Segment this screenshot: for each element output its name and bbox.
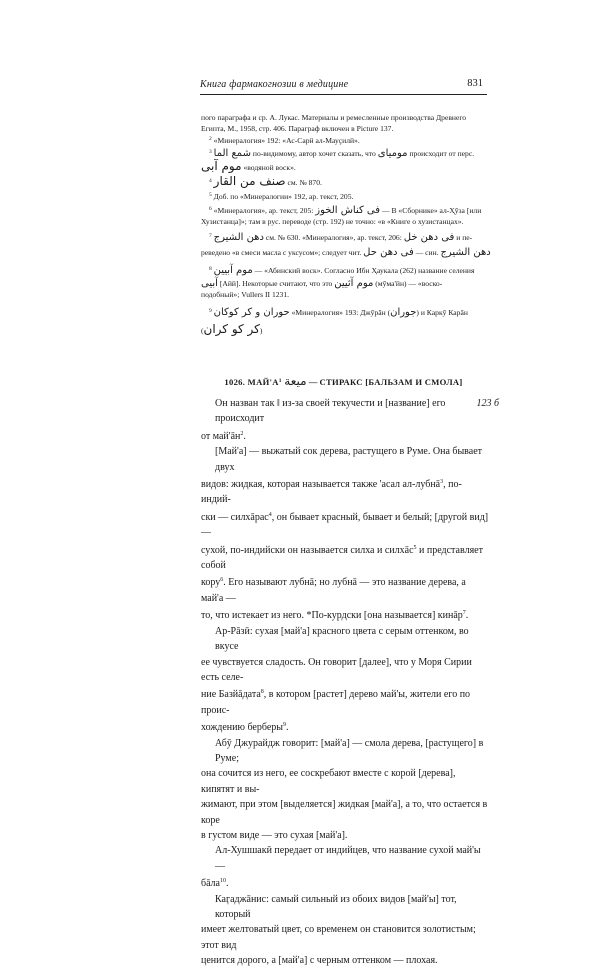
- footnote-7-cont: [201, 247, 491, 258]
- footnote-mark: 9: [209, 308, 212, 314]
- footnote-8-cont2: [201, 289, 486, 300]
- footnote-text: [Айй]. Некоторые считают, что это: [219, 279, 333, 288]
- note-ref: 2: [240, 430, 244, 437]
- running-title: Книга фармакогнозии в медицине: [200, 79, 349, 90]
- note-ref: 4: [268, 511, 272, 518]
- body-text: , он бывает красный, бывает и белый; [другой вид] —: [201, 511, 489, 539]
- article-title: — СТИРАКС [БАЛЬЗАМ И СМОЛА]: [308, 377, 463, 387]
- footnote-text: подобный»; Vullers II 1231.: [201, 290, 290, 299]
- footnote-text: — В «Сборнике» ал-Ҳӯза [или: [381, 206, 482, 215]
- arabic-term: موم آبی: [201, 159, 242, 173]
- footnote-mark: 3: [209, 149, 212, 155]
- article-body: [201, 396, 499, 969]
- arabic-term: فی دهن حل: [363, 247, 414, 258]
- note-ref: 8: [260, 689, 264, 696]
- body-line: [201, 685, 489, 718]
- footnote-9-cont: (كر كو كران): [201, 322, 263, 336]
- footnote-8: [201, 264, 486, 276]
- footnote-5: [201, 190, 486, 202]
- arabic-term: كر كو كران: [203, 322, 260, 336]
- body-line: [201, 541, 489, 574]
- body-line: имеет желтоватый цвет, со временем он становится золотистым; этот вид: [201, 924, 476, 951]
- body-text: .: [225, 878, 229, 890]
- body-text: сухой, по-индийски он называется силха и силхāс: [201, 544, 414, 556]
- footnote-3: [201, 147, 486, 159]
- body-line: Ар-Рāзӣ: сухая [май'а] красного цвета с серым оттенком, во вкусе: [215, 625, 469, 653]
- heading-note-mark: 1: [278, 378, 282, 384]
- body-text: и представляет собой: [201, 544, 483, 572]
- footnote-text: происходит от перс.: [409, 149, 475, 158]
- body-line: Каӷаджāнис: самый сильный из обоих видов [май'ы] тот, который: [215, 893, 457, 920]
- body-line: она сочится из него, ее соскребают вместе с корой [дерева], кипятят и вы-: [201, 768, 456, 795]
- body-line: [201, 508, 489, 541]
- footnote-text: «Минералогия» 193: Джӯрāн (: [291, 308, 391, 317]
- body-line: [201, 573, 489, 606]
- note-ref: 9: [283, 722, 286, 729]
- body-text: бāла: [201, 878, 220, 890]
- footnote-6: [201, 204, 486, 216]
- body-text: , в котором [растет] дерево май'ы, жители его по проис-: [201, 689, 471, 716]
- body-line: от $май'āн^2$.: [201, 430, 246, 442]
- note-ref: 3: [440, 479, 444, 486]
- arabic-term: فی كناش الخوز: [315, 205, 381, 216]
- footnote-mark: 5: [209, 192, 212, 198]
- arabic-term: آبيی: [201, 278, 218, 289]
- footnote-mark: 8: [209, 266, 212, 272]
- body-line: [201, 475, 489, 508]
- page-number: 831: [467, 78, 483, 89]
- footnote-text: «Минералогия», ар. текст, 205:: [213, 206, 314, 215]
- body-text: хождению берберы: [201, 722, 283, 734]
- arabic-term: دهن الشيرج: [213, 232, 264, 243]
- footnotes-block: [201, 112, 491, 336]
- body-line: в густом виде — это сухая [май'а].: [201, 829, 348, 841]
- arabic-term: موم آثيين: [334, 278, 374, 289]
- footnote-mark: 4: [209, 178, 212, 184]
- footnote-text: см. № 870.: [287, 178, 322, 187]
- body-line: ее чувствуется сладость. Он говорит [далее], что у Моря Сирии есть селе-: [201, 656, 472, 683]
- arabic-term: شمع الما: [213, 148, 251, 159]
- note-ref: 6: [220, 577, 224, 584]
- footnote-text: Египта, М., 1958, стр. 406. Параграф включен в Picture 137.: [201, 124, 394, 133]
- body-line: Ал-Хушшакӣ передает от индийцев, что название сухой май'ы —: [215, 845, 481, 872]
- body-line: жимают, при этом [выделяется] жидкая [май'а], а то, что остается в коре: [201, 799, 488, 826]
- footnote-3-cont: [201, 161, 486, 173]
- arabic-term: موم آبيين: [213, 265, 253, 276]
- body-line: [Май'а] — выжатый сок дерева, растущего в Руме. Она бывает двух: [215, 446, 483, 473]
- arabic-term: صنف من القار: [213, 174, 286, 188]
- arabic-headword: ميعة: [284, 374, 307, 388]
- body-line: Он назван так ‖ из-за своей текучести и [название] его происходит: [215, 398, 446, 425]
- footnote-6-cont: [201, 216, 486, 227]
- body-text: .: [286, 722, 289, 734]
- body-text: от май'āн: [201, 430, 241, 442]
- footnote-text: «водяной воск».: [243, 163, 296, 172]
- body-text: .: [465, 610, 469, 622]
- footnote-8-cont: [201, 278, 486, 289]
- footnote-9: [201, 306, 486, 318]
- footnote-4: [201, 176, 486, 188]
- footnote-text: и пе-: [456, 233, 473, 242]
- body-line: ценится дорого, а [май'а] с черным оттенком — плохая.: [201, 955, 438, 967]
- running-header: [200, 78, 487, 95]
- arabic-term: دهن الشيرج: [440, 247, 491, 258]
- footnote-7: [201, 231, 486, 243]
- footnote-mark: 2: [209, 136, 212, 142]
- body-line: [201, 874, 489, 891]
- arabic-term: جوران: [390, 307, 417, 318]
- body-line: Абӯ Джурайдж говорит: [май'а] — смола дерева, [растущего] в Руме;: [215, 737, 484, 764]
- note-ref: 10: [219, 878, 226, 885]
- footnote-mark: 6: [209, 206, 212, 212]
- footnote-text: — син.: [415, 248, 439, 257]
- footnote-text: «Минералогия» 192: «Ас-Сарй ал-Мауҫилй».: [213, 136, 360, 145]
- footnote-text: пого параграфа и ср. А. Лукас. Материалы и ремесленные производства Древнего: [201, 113, 467, 122]
- body-line: [201, 718, 489, 735]
- footnote-text: — «Абинский воск». Согласно Ибн Ҳаукала (262) название селения: [254, 266, 475, 275]
- arabic-term: فی دهن خل: [403, 232, 455, 243]
- article-heading: [201, 374, 486, 388]
- footnote-text: реведено «в смеси масла с уксусом»; следует чит.: [201, 248, 362, 257]
- note-ref: 7: [462, 610, 466, 617]
- body-text: ски — силхāрас: [201, 511, 269, 523]
- footnote-text: Доб. по «Минералогии» 192, ар. текст, 205.: [213, 192, 354, 201]
- body-text: , по-индий-: [201, 479, 462, 506]
- body-text: . Его называют лубнā; но лубнā — это название дерева, а май'а —: [201, 577, 466, 604]
- footnote-text: (мӯма'йн) — «воско-: [375, 279, 443, 288]
- footnote-text: ) и Каркӯ Карāн: [416, 308, 468, 317]
- footnote-1-line-b: [201, 123, 486, 134]
- note-ref: 5: [413, 544, 417, 551]
- footnote-1-line-a: [201, 112, 486, 123]
- arabic-term: موميای: [377, 148, 408, 159]
- arabic-term: حوران و كر كوكان: [213, 307, 290, 318]
- footnote-2: [201, 134, 486, 146]
- body-text: то, что истекает из него. *По-курдски [она называется] кинāр: [201, 610, 463, 622]
- footnote-text: по-видимому, автор хочет сказать, что: [252, 149, 376, 158]
- footnote-mark: 7: [209, 233, 212, 239]
- body-text: ние Базйāдата: [201, 689, 261, 701]
- body-text: кору: [201, 577, 221, 589]
- body-line: [201, 606, 489, 623]
- article-number: 1026. МАЙ'А: [224, 377, 279, 387]
- margin-folio-ref: 123 б: [476, 398, 499, 409]
- footnote-text: Хузистанца]»; там в рус. переводе (стр. 192) не точно: «в «Книге о хузистанцах».: [201, 217, 464, 226]
- body-text: видов: жидкая, которая называется также 'асал ал-лубнā: [201, 479, 441, 491]
- footnote-text: см. № 630. «Минералогия», ар. текст, 206:: [265, 233, 402, 242]
